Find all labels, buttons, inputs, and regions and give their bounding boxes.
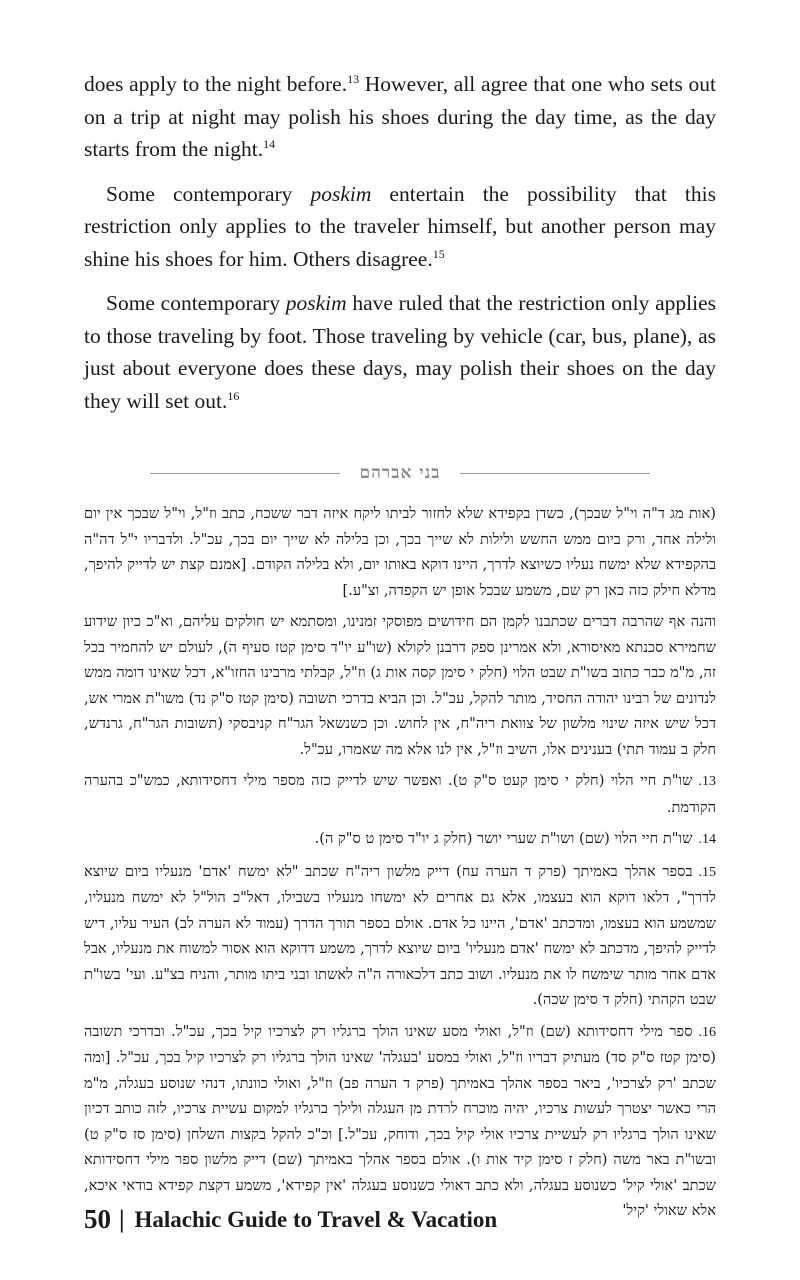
text: However, all agree that one who sets out on a trip at night may polish his shoes during the day time, as the day starts from the night. — [84, 72, 716, 161]
footnote-text: שו"ת חיי הלוי (חלק י סימן קעט ס"ק ט). ואפשר שיש לדייק כזה מספר מילי דחסידותא, כמש"כ בהערה הקודמת. — [84, 772, 716, 816]
italic-term: poskim — [285, 291, 347, 315]
footnote-ref-15: 15 — [432, 246, 445, 261]
section-title: בני אברהם — [359, 463, 441, 483]
hebrew-paragraph-2: והנה אף שהרבה דברים שכתבנו לקמן הם חידושים מפוסקי זמנינו, ומסתמא יש חולקים עליהם, וא"כ כיון שידוע שחמירא סכנתא מאיסורא, ולא אמרינן ספק דרבנן לקולא (שו"ע יו"ד סימן קטז סעיף ה), לעולם יש להחמיר בכל זה, מ"מ כבר כתוב בשו"ת שבט הלוי (חלק י סימן קסה אות ג) וז"ל, קבלתי מרבינו החזו"א, דכל שאינו דומה ממש לנדונים של רבינו יהודה החסיד, מותר להקל, עכ"ל. וכן הביא בדרכי תשובה (סימן קטז ס"ק נד) משו"ת אמרי אש, דכל שיש איזה שינוי מלשון של צוואת ריה"ח, אין לחוש. וכן כשנשאל הגר"ח קניבסקי (תשובות הגר"ח, גרנדש, חלק ב עמוד תתי) בענינים אלו, השיב וז"ל, אין לנו אלא מה שאמרו, עכ"ל. — [84, 613, 716, 758]
footnote-ref-14: 14 — [263, 136, 276, 151]
text: have ruled that the restriction only applies to those traveling by foot. Those traveling by vehicle (car, bus, plane), as just about everyone does these days, may polish their shoes on the day they will set out. — [84, 291, 716, 413]
book-title: Halachic Guide to Travel & Vacation — [134, 1206, 498, 1232]
text: Some contemporary — [106, 181, 311, 206]
page-body — [84, 68, 716, 1230]
footnote-number: 14. — [698, 832, 716, 847]
divider-rule — [150, 473, 340, 474]
text: entertain the possibility that this restriction only applies to the traveler himself, but another person may shine his shoes for him. Others disagree. — [84, 181, 716, 271]
page-number: 50 — [84, 1204, 111, 1234]
footnote-text: בספר אהלך באמיתך (פרק ד הערה עח) דייק מלשון ריה"ח שכתב "לא ימשח 'אדם' מנעליו ביום שיוצא לדרך", דלאו דוקא הוא בעצמו, אלא גם אחרים לא ימשחו מנעליו בשבילו, דאל"כ הול"ל לא ימשח מנעליו, שמשמע הוא בעצמו, ומדכתב 'אדם', היינו כל אדם. אולם בספר תורך הדרך (עמוד לא הערה לב) העיר עליו, דיש לדייק להיפך, מדכתב לא ימשח 'אדם מנעליו' ביום שיוצא לדרך, משמע דדוקא הוא אסור למשוח את מנעליו, אבל אדם אחר מותר שימשח לו את מנעליו. ושוב כתב דלכאורה ה"ה לאשתו ובני ביתו מותר, והניח בצ"ע. ועי' בשו"ת שבט הקהתי (חלק ד סימן שכה). — [84, 862, 716, 1008]
text: does apply to the night before. — [84, 72, 348, 96]
footnote-16 — [84, 1019, 716, 1224]
footnote-13 — [84, 768, 716, 820]
divider-rule — [460, 473, 650, 474]
paragraph-1 — [84, 68, 716, 166]
footer-separator: | — [119, 1205, 125, 1233]
paragraph-3 — [84, 287, 716, 417]
footnote-14 — [84, 826, 716, 853]
footnote-ref-16: 16 — [227, 388, 240, 403]
footnote-ref-13: 13 — [347, 71, 360, 86]
footnote-number: 16. — [698, 1024, 716, 1040]
footnote-number: 15. — [698, 864, 716, 880]
footnote-number: 13. — [698, 774, 716, 789]
footnote-15 — [84, 859, 716, 1013]
section-divider — [84, 463, 716, 483]
text: Some contemporary — [106, 291, 286, 315]
paragraph-2 — [84, 178, 716, 276]
footnote-text: ספר מילי דחסידותא (שם) וז"ל, ואולי מסע שאינו הולך ברגליו רק לצרכיו קיל בכך, עכ"ל. ובדרכי תשובה (סימן קטז ס"ק סד) מעתיק דבריו וז"ל, ואולי במסע 'בעגלה' שאינו הולך ברגליו רק לצרכיו קיל בכך, עכ"ל. [ומה שכתב 'רק לצרכיו', ביאר בספר אהלך באמיתך (פרק ד הערה פב) וז"ל, ואולי כוונתו, דנהי שנוסע בעגלה, מ"מ הרי כאשר יצטרך לעשות צרכיו, יהיה מוכרח לרדת מן העגלה ולילך ברגליו למקום עשיית צרכיו, לזה כותב דכיון שאינו הולך ברגליו רק לעשיית צרכיו אולי קיל בכך, ודוחק, עכ"ל.] וכ"כ להקל בקצות השלחן (סימן סז ס"ק ט) ובשו"ת באר משה (חלק ז סימן קיד אות ו). אולם בספר אהלך באמיתך (שם) דייק מלשון ספר מילי דחסידותא שכתב 'אולי קיל' כשנוסע בעגלה, ולא כתב דאולי כשנוסע בעגלה 'אין קפידא', משמע דקצת קפידא בודאי איכא, אלא שאולי 'קיל' — [84, 1022, 716, 1219]
footnote-text: שו"ת חיי הלוי (שם) ושו"ת שערי יושר (חלק ג יו"ד סימן ט ס"ק ה). — [314, 830, 693, 847]
hebrew-paragraph-1: (אות מג ד"ה וי"ל שבכך), כשדן בקפידא שלא לחזור לביתו ליקח איזה דבר ששכח, כתב וז"ל, וי"ל שבכך אין יום ולילה אחד, ורק ביום ממש החשש ולילות לא שייך בכך, וכן בלילה לא שייך יום בכך, עכ"ל. ולדבריו י"ל דה"ה בהקפידא שלא ימשח נעליו כשיוצא לדרך, היינו דוקא באותו יום, ולא בלילה הקודם. [אמנם קצת יש לדייק להיפך, מדלא חילק כזה כאן רק שם, משמע שבכל אופן יש הקפדה, וצ"ע.] — [84, 505, 716, 599]
italic-term: poskim — [310, 181, 372, 206]
page-footer — [84, 1204, 497, 1235]
